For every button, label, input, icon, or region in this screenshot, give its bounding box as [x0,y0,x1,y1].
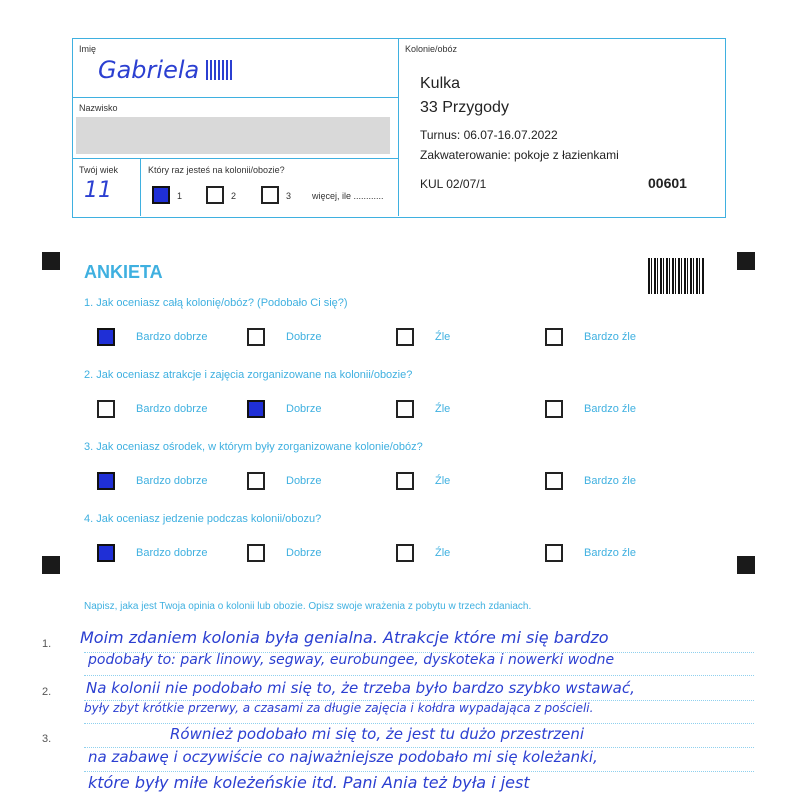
q2-checkbox-2[interactable] [247,400,265,418]
form-number: 00601 [648,175,687,191]
q4-checkbox-4[interactable] [545,544,563,562]
writing-line [84,771,754,772]
question-2: 2. Jak oceniasz atrakcje i zajęcia zorganizowane na kolonii/obozie? [84,369,413,381]
q1-option-label-3: Źle [435,331,451,343]
q1-checkbox-3[interactable] [396,328,414,346]
opinion-prompt: Napisz, jaka jest Twoja opinia o kolonii lub obozie. Opisz swoje wrażenia z pobytu w trzech zdaniach. [84,601,532,612]
q1-option-label-1: Bardzo dobrze [136,331,208,343]
question-4: 4. Jak oceniasz jedzenie podczas kolonii/obozu? [84,513,322,525]
ktory-raz-option-3: 3 [286,191,292,201]
registration-marker-top-left [42,252,60,270]
q2-checkbox-4[interactable] [545,400,563,418]
q4-option-label-4: Bardzo źle [584,547,636,559]
imie-value[interactable]: Gabriela [98,56,200,84]
q1-checkbox-2[interactable] [247,328,265,346]
q3-checkbox-3[interactable] [396,472,414,490]
header-divider-3 [140,158,141,216]
header-divider-2 [72,158,398,159]
q1-option-label-4: Bardzo źle [584,331,636,343]
ktory-raz-checkbox-2[interactable] [206,186,224,204]
ktory-raz-option-2: 2 [231,191,237,201]
q3-checkbox-4[interactable] [545,472,563,490]
ktory-raz-checkbox-3[interactable] [261,186,279,204]
line-number-1: 1. [42,638,52,650]
wiek-value[interactable]: 11 [84,178,112,203]
line-number-2: 2. [42,686,52,698]
q4-option-label-3: Źle [435,547,451,559]
q2-option-label-4: Bardzo źle [584,403,636,415]
q4-checkbox-2[interactable] [247,544,265,562]
q1-checkbox-4[interactable] [545,328,563,346]
q3-option-label-3: Źle [435,475,451,487]
ktory-raz-checkbox-1[interactable] [152,186,170,204]
ktory-raz-option-1: 1 [177,191,183,201]
line-number-3: 3. [42,733,52,745]
ktory-raz-label: Który raz jesteś na kolonii/obozie? [148,165,285,175]
turnus: Turnus: 06.07-16.07.2022 [420,128,558,142]
q4-option-label-2: Dobrze [286,547,322,559]
place-name: Kulka [420,75,461,92]
opinion-line-5[interactable]: Również podobało mi się to, że jest tu dużo przestrzeni [170,725,585,743]
q3-option-label-4: Bardzo źle [584,475,636,487]
q1-checkbox-1[interactable] [97,328,115,346]
kolonie-label: Kolonie/obóz [405,44,458,54]
barcode [648,258,704,294]
camp-name: 33 Przygody [420,99,509,116]
q2-checkbox-3[interactable] [396,400,414,418]
imie-label: Imię [79,44,97,54]
registration-marker-bottom-left [42,556,60,574]
q3-checkbox-1[interactable] [97,472,115,490]
q3-option-label-2: Dobrze [286,475,322,487]
nazwisko-label: Nazwisko [79,103,118,113]
zakwaterowanie: Zakwaterowanie: pokoje z łazienkami [420,148,619,162]
camp-code: KUL 02/07/1 [420,177,487,191]
q2-option-label-2: Dobrze [286,403,322,415]
opinion-line-2[interactable]: podobały to: park linowy, segway, eurobungee, dyskoteka i nowerki wodne [88,652,615,668]
writing-line [84,723,754,724]
wiek-label: Twój wiek [79,165,119,175]
opinion-line-6[interactable]: na zabawę i oczywiście co najważniejsze podobało mi się koleżanki, [88,748,598,766]
header-divider-vertical [398,38,399,216]
q4-option-label-1: Bardzo dobrze [136,547,208,559]
scribble-mark [206,60,232,80]
opinion-line-4[interactable]: były zbyt krótkie przerwy, a czasami za długie zajęcia i kołdra wypadająca z pościeli. [84,701,594,715]
opinion-line-3[interactable]: Na kolonii nie podobało mi się to, że trzeba było bardzo szybko wstawać, [86,679,635,697]
q4-checkbox-1[interactable] [97,544,115,562]
q4-checkbox-3[interactable] [396,544,414,562]
q3-checkbox-2[interactable] [247,472,265,490]
opinion-line-1[interactable]: Moim zdaniem kolonia była genialna. Atrakcje które mi się bardzo [80,628,609,647]
q3-option-label-1: Bardzo dobrze [136,475,208,487]
survey-title: ANKIETA [84,262,163,282]
ktory-raz-more: więcej, ile ............ [312,191,384,201]
header-divider-1 [72,97,398,98]
q2-option-label-1: Bardzo dobrze [136,403,208,415]
writing-line [84,675,754,676]
registration-marker-top-right [737,252,755,270]
registration-marker-bottom-right [737,556,755,574]
q2-option-label-3: Źle [435,403,451,415]
q1-option-label-2: Dobrze [286,331,322,343]
question-1: 1. Jak oceniasz całą kolonię/obóz? (Podobało Ci się?) [84,297,348,309]
nazwisko-redacted [76,117,390,154]
opinion-line-7[interactable]: które były miłe koleżeńskie itd. Pani Ania też była i jest [88,773,530,792]
question-3: 3. Jak oceniasz ośrodek, w którym były zorganizowane kolonie/obóz? [84,441,423,453]
q2-checkbox-1[interactable] [97,400,115,418]
